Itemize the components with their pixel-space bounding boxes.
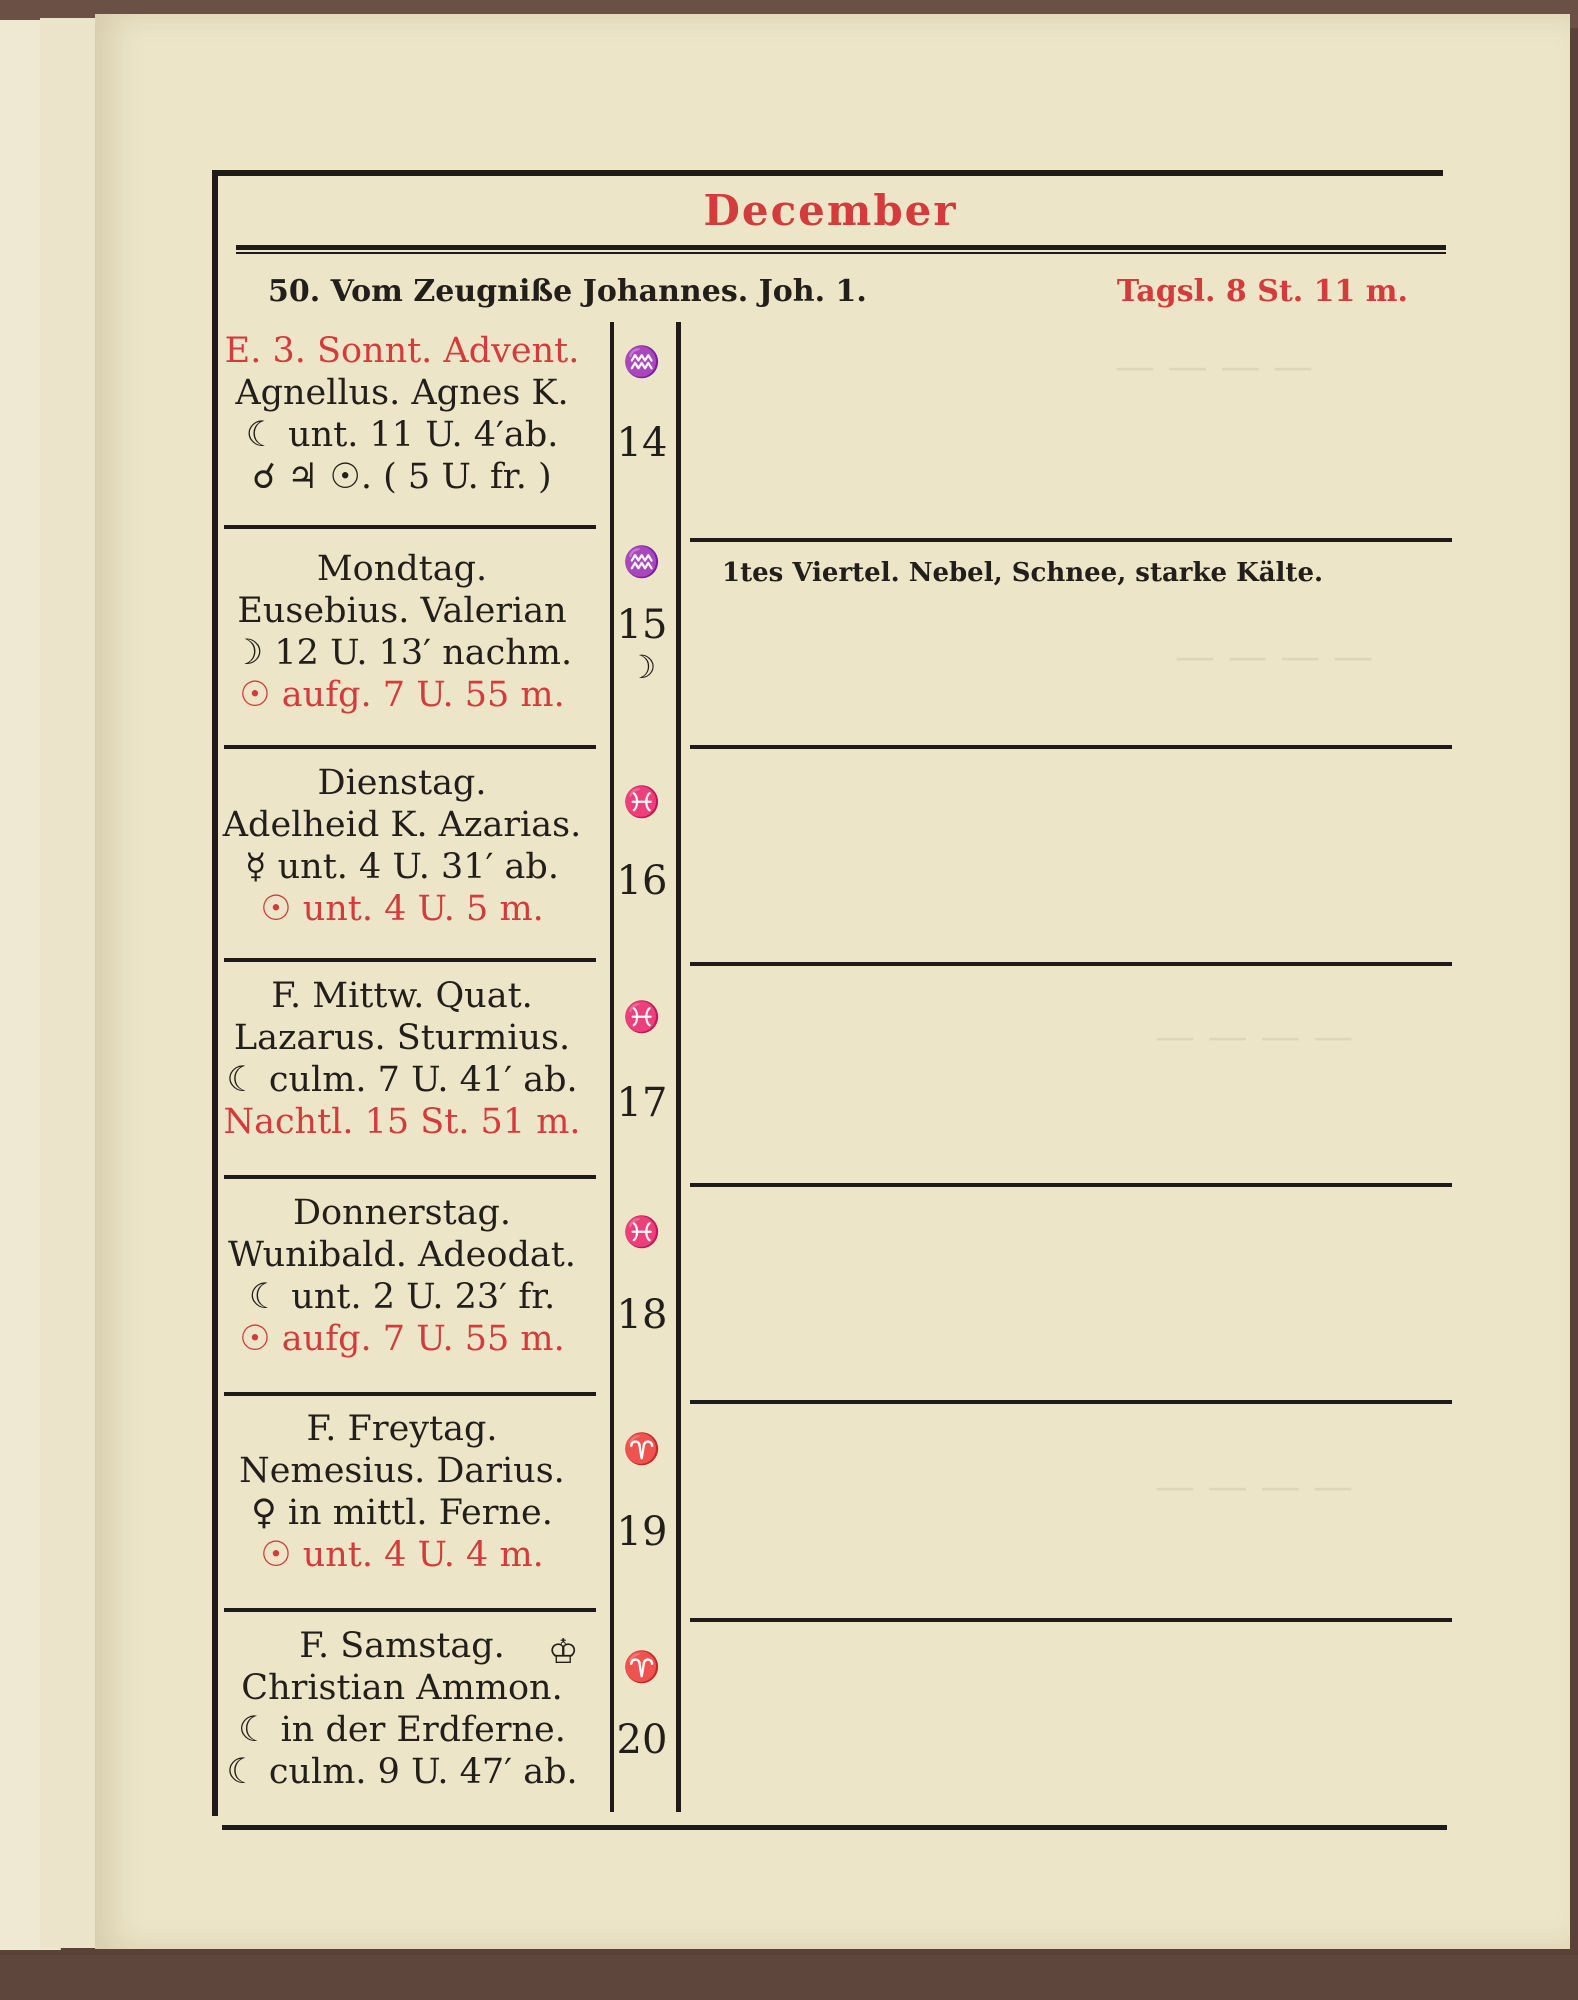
astronomical-note: ☾ in der Erdferne. bbox=[238, 1710, 566, 1750]
date-number: 15 bbox=[616, 602, 668, 648]
zodiac-sign-icon: ♓ bbox=[623, 785, 661, 820]
date-number: 19 bbox=[616, 1509, 668, 1555]
sun-note: ☉ unt. 4 U. 4 m. bbox=[260, 1535, 544, 1575]
row-rule bbox=[224, 1392, 596, 1396]
zodiac-column bbox=[612, 785, 672, 904]
crown-icon: ♔ bbox=[548, 1632, 579, 1672]
zodiac-column bbox=[612, 1215, 672, 1338]
zodiac-sign-icon: ♒ bbox=[623, 545, 661, 580]
day-entry bbox=[212, 1408, 592, 1576]
day-entry bbox=[212, 548, 592, 716]
gospel-reading: 50. Vom Zeugniße Johannes. Joh. 1. bbox=[268, 274, 867, 309]
row-rule bbox=[690, 1183, 1452, 1187]
day-length: Tagsl. 8 St. 11 m. bbox=[1116, 274, 1408, 309]
bleed-through-text: — — — — bbox=[1155, 1014, 1354, 1060]
column-divider bbox=[676, 322, 681, 1812]
moon-phase-icon: ☽ bbox=[627, 648, 657, 686]
row-rule bbox=[224, 525, 596, 529]
astronomical-note: ☾ culm. 7 U. 41′ ab. bbox=[226, 1060, 578, 1100]
date-number: 18 bbox=[616, 1292, 668, 1338]
day-name: F. Freytag. bbox=[306, 1409, 498, 1449]
saints-names: Christian Ammon. bbox=[241, 1668, 563, 1708]
row-rule bbox=[224, 1175, 596, 1179]
astronomical-note: ☾ culm. 9 U. 47′ ab. bbox=[226, 1752, 578, 1792]
row-rule bbox=[690, 1400, 1452, 1404]
day-name: F. Mittw. Quat. bbox=[271, 976, 533, 1016]
saints-names: Eusebius. Valerian bbox=[237, 591, 567, 631]
zodiac-sign-icon: ♈ bbox=[623, 1650, 661, 1685]
zodiac-column bbox=[612, 545, 672, 686]
day-entry bbox=[212, 1625, 592, 1793]
zodiac-column bbox=[612, 1650, 672, 1763]
date-number: 17 bbox=[616, 1080, 668, 1126]
astronomical-note: ♀ in mittl. Ferne. bbox=[251, 1493, 553, 1533]
row-rule bbox=[224, 1608, 596, 1612]
row-rule bbox=[224, 958, 596, 962]
zodiac-column bbox=[612, 1432, 672, 1555]
month-title: December bbox=[703, 186, 958, 235]
astronomical-note: ☾ unt. 11 U. 4′ab. bbox=[245, 415, 559, 455]
zodiac-sign-icon: ♓ bbox=[623, 1000, 661, 1035]
zodiac-column bbox=[612, 345, 672, 466]
book-cover-bottom bbox=[0, 1955, 1578, 2000]
astronomical-note: ☽ 12 U. 13′ nachm. bbox=[231, 633, 573, 673]
sun-note: ☉ aufg. 7 U. 55 m. bbox=[239, 675, 565, 715]
date-number: 20 bbox=[616, 1717, 668, 1763]
day-entry bbox=[212, 975, 592, 1143]
row-rule bbox=[690, 962, 1452, 966]
weather-note: 1tes Viertel. Nebel, Schnee, starke Kälte. bbox=[722, 558, 1324, 588]
bleed-through-text: — — — — bbox=[1115, 344, 1314, 390]
row-rule bbox=[690, 1618, 1452, 1622]
day-name: Donnerstag. bbox=[292, 1193, 512, 1233]
sun-note: ☉ unt. 4 U. 5 m. bbox=[260, 889, 544, 929]
day-name: Dienstag. bbox=[317, 763, 487, 803]
saints-names: Agnellus. Agnes K. bbox=[235, 373, 569, 413]
day-entry bbox=[212, 1192, 592, 1360]
bleed-through-text: — — — — bbox=[1155, 1464, 1354, 1510]
header-rule bbox=[236, 245, 1446, 250]
row-rule bbox=[690, 745, 1452, 749]
date-number: 14 bbox=[616, 420, 668, 466]
date-number: 16 bbox=[616, 858, 668, 904]
row-rule bbox=[224, 745, 596, 749]
day-name: Mondtag. bbox=[316, 549, 488, 589]
bleed-through-text: — — — — bbox=[1175, 634, 1374, 680]
saints-names: Nemesius. Darius. bbox=[239, 1451, 565, 1491]
bottom-rule bbox=[222, 1825, 1447, 1830]
day-name: E. 3. Sonnt. Advent. bbox=[224, 331, 580, 371]
header-rule bbox=[236, 252, 1446, 254]
day-entry bbox=[212, 330, 592, 498]
sun-note: ☉ aufg. 7 U. 55 m. bbox=[239, 1319, 565, 1359]
saints-names: Lazarus. Sturmius. bbox=[233, 1018, 571, 1058]
saints-names: Adelheid K. Azarias. bbox=[222, 805, 582, 845]
zodiac-column bbox=[612, 1000, 672, 1126]
zodiac-sign-icon: ♒ bbox=[623, 345, 661, 380]
row-rule bbox=[690, 538, 1452, 542]
day-name: F. Samstag. bbox=[299, 1626, 505, 1666]
zodiac-sign-icon: ♈ bbox=[623, 1432, 661, 1467]
saints-names: Wunibald. Adeodat. bbox=[228, 1235, 576, 1275]
astronomical-note: ☾ unt. 2 U. 23′ fr. bbox=[248, 1277, 556, 1317]
astronomical-note: ☿ unt. 4 U. 31′ ab. bbox=[245, 847, 559, 887]
zodiac-sign-icon: ♓ bbox=[623, 1215, 661, 1250]
day-entry bbox=[212, 762, 592, 930]
night-length: Nachtl. 15 St. 51 m. bbox=[223, 1102, 581, 1142]
astronomical-note: ☌ ♃ ☉. ( 5 U. fr. ) bbox=[252, 457, 552, 497]
